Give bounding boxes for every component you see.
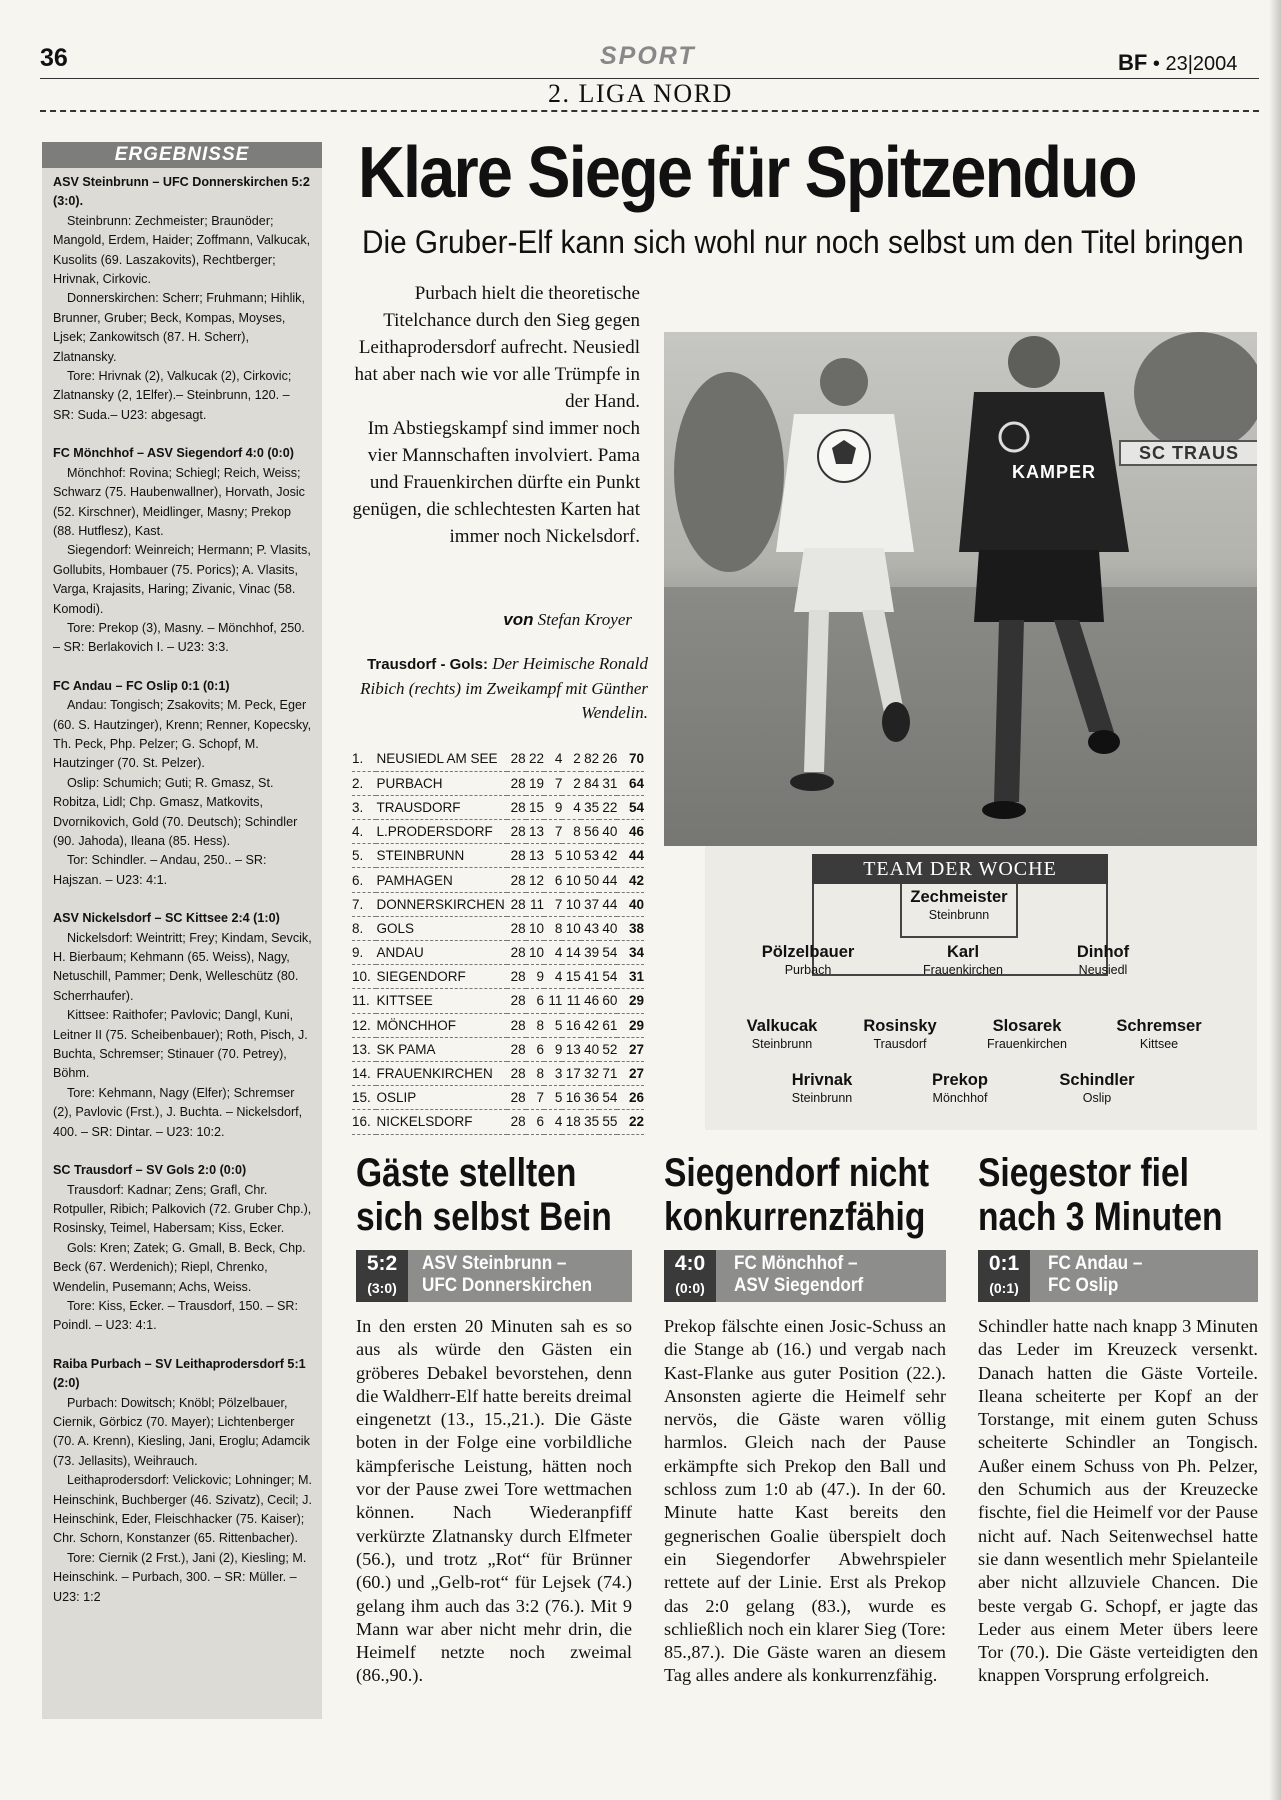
cell-team: GOLS bbox=[376, 916, 507, 940]
cell-losses: 13 bbox=[562, 1037, 580, 1061]
cell-losses: 11 bbox=[562, 989, 580, 1013]
table-row bbox=[352, 941, 644, 965]
match-report bbox=[53, 909, 314, 1142]
cell-goals-against: 31 bbox=[599, 771, 617, 795]
cell-draws: 6 bbox=[544, 868, 562, 892]
byline bbox=[340, 610, 632, 630]
cell-rank: 10. bbox=[352, 965, 376, 989]
player-card bbox=[1022, 1071, 1172, 1107]
cell-draws: 7 bbox=[544, 892, 562, 916]
cell-goals-against: 54 bbox=[599, 965, 617, 989]
cell-team: MÖNCHHOF bbox=[376, 1013, 507, 1037]
player-name: Schindler bbox=[1059, 1071, 1135, 1089]
cell-losses: 10 bbox=[562, 916, 580, 940]
cell-rank: 2. bbox=[352, 771, 376, 795]
cell-goals-against: 60 bbox=[599, 989, 617, 1013]
player-club: Frauenkirchen bbox=[923, 963, 1003, 977]
cell-games: 28 bbox=[507, 1110, 525, 1134]
player-card bbox=[885, 1071, 1035, 1107]
cell-team: PURBACH bbox=[376, 771, 507, 795]
cell-team: ANDAU bbox=[376, 941, 507, 965]
section-text: Prekop fälschte einen Josic-Schuss an die Stange ab (16.) und vergab nach Kast-Flanke aus guter Position (22.). Ansonsten agierte die Heimelf sehr nervös, die Gäste waren völlig harmlos. Gleich nach der Pause erkämpfte sich Prekop den Ball und schloss zum 1:0 ab (47.). In der 60. Minute hatte Kast bereits den gegnerischen Goalie überspielt doch ein Siegendorfer Abwehrspieler rettete auf der Linie. Erst als Prekop das 2:0 gelang (83.), wurde es schließlich noch ein klarer Sieg (Tore: 85.,87.). Die Gäste waren an diesem Tag alles andere als konkurrenzfähig. bbox=[664, 1316, 946, 1686]
lineup-home: Mönchhof: Rovina; Schiegl; Reich, Weiss; Schwarz (75. Haubenwallner), Horvath, Josic (52. Kirschner), Meidlinger, Masny; Prekop (88. Hutflesz), Kast. bbox=[53, 465, 305, 538]
cell-goals-for: 42 bbox=[581, 1013, 599, 1037]
cell-losses: 2 bbox=[562, 747, 580, 771]
cell-rank: 1. bbox=[352, 747, 376, 771]
cell-rank: 5. bbox=[352, 844, 376, 868]
article-intro bbox=[340, 280, 640, 550]
cell-wins: 19 bbox=[526, 771, 544, 795]
cell-points: 54 bbox=[617, 795, 644, 819]
player-club: Mönchhof bbox=[932, 1091, 988, 1105]
cell-losses: 4 bbox=[562, 795, 580, 819]
match-heading: Raiba Purbach – SV Leithaprodersdorf 5:1 (2:0) bbox=[53, 1356, 306, 1391]
player-club: Steinbrunn bbox=[928, 908, 990, 922]
cell-wins: 10 bbox=[526, 941, 544, 965]
dashed-divider bbox=[40, 110, 1259, 112]
cell-team: DONNERSKIRCHEN bbox=[376, 892, 507, 916]
cell-wins: 13 bbox=[526, 844, 544, 868]
table-row bbox=[352, 965, 644, 989]
cell-games: 28 bbox=[507, 1086, 525, 1110]
home-team: FC Mönchhof – bbox=[734, 1253, 858, 1274]
cell-games: 28 bbox=[507, 1013, 525, 1037]
cell-goals-against: 44 bbox=[599, 892, 617, 916]
match-report bbox=[53, 1355, 314, 1607]
stadium-sign: SC TRAUS bbox=[1119, 440, 1257, 466]
final-score: 5:2 bbox=[366, 1252, 398, 1275]
cell-goals-for: 46 bbox=[581, 989, 599, 1013]
cell-goals-for: 35 bbox=[581, 795, 599, 819]
score-box bbox=[978, 1250, 1030, 1302]
cell-points: 22 bbox=[617, 1110, 644, 1134]
match-facts: Tore: Prekop (3), Masny. – Mönchhof, 250. – SR: Berlakovich I. – U23: 3:3. bbox=[53, 620, 305, 655]
cell-losses: 16 bbox=[562, 1086, 580, 1110]
league-title: 2. LIGA NORD bbox=[548, 79, 733, 108]
jersey-sponsor: KAMPER bbox=[1012, 462, 1097, 482]
result-bar bbox=[664, 1250, 946, 1302]
table-row bbox=[352, 1110, 644, 1134]
home-team: FC Andau – bbox=[1048, 1253, 1143, 1274]
fixture-teams bbox=[422, 1253, 592, 1297]
cell-goals-for: 39 bbox=[581, 941, 599, 965]
page-spine-shadow bbox=[1269, 0, 1281, 1800]
cell-points: 31 bbox=[617, 965, 644, 989]
cell-points: 40 bbox=[617, 892, 644, 916]
cell-losses: 16 bbox=[562, 1013, 580, 1037]
cell-games: 28 bbox=[507, 1037, 525, 1061]
results-list bbox=[42, 168, 322, 1607]
player-club: Steinbrunn bbox=[751, 1037, 813, 1051]
cell-games: 28 bbox=[507, 989, 525, 1013]
caption-text: Der Heimische Ronald Ribich (rechts) im Zweikampf mit Günther Wendelin. bbox=[360, 654, 648, 722]
lineup-home: Purbach: Dowitsch; Knöbl; Pölzelbauer, Ciernik, Görbicz (70. Mayer); Lichtenberger (70. A. Krenn), Kiesling, Jani, Eroglu; Adamcik (73. Jellasits), Weihrauch. bbox=[53, 1395, 310, 1468]
player-club: Frauenkirchen bbox=[987, 1037, 1067, 1051]
cell-goals-for: 84 bbox=[581, 771, 599, 795]
final-score: 0:1 bbox=[988, 1252, 1020, 1275]
lineup-away: Oslip: Schumich; Guti; R. Gmasz, St. Robitza, Lidl; Chp. Gmasz, Matkovits, Dvornikovich, Gold (70. Deutsch); Schindler (90. Jahoda), Ileana (85. Hess). bbox=[53, 775, 298, 848]
cell-goals-for: 35 bbox=[581, 1110, 599, 1134]
cell-rank: 9. bbox=[352, 941, 376, 965]
match-heading: FC Andau – FC Oslip 0:1 (0:1) bbox=[53, 678, 230, 693]
player-club: Oslip bbox=[1082, 1091, 1112, 1105]
section-headline bbox=[664, 1151, 929, 1239]
away-team: FC Oslip bbox=[1048, 1275, 1119, 1296]
cell-draws: 5 bbox=[544, 844, 562, 868]
headline-line: Siegendorf nicht bbox=[664, 1151, 930, 1195]
cell-goals-for: 82 bbox=[581, 747, 599, 771]
match-report bbox=[53, 1161, 314, 1336]
cell-goals-against: 54 bbox=[599, 941, 617, 965]
cell-losses: 17 bbox=[562, 1061, 580, 1085]
cell-rank: 4. bbox=[352, 820, 376, 844]
table-row bbox=[352, 820, 644, 844]
player-name: Pölzelbauer bbox=[761, 943, 855, 961]
cell-games: 28 bbox=[507, 941, 525, 965]
cell-team: KITTSEE bbox=[376, 989, 507, 1013]
player-card bbox=[733, 943, 883, 979]
cell-goals-against: 55 bbox=[599, 1110, 617, 1134]
issue-info bbox=[1118, 50, 1237, 76]
match-heading: ASV Steinbrunn – UFC Donnerskirchen 5:2 (3:0). bbox=[53, 175, 310, 209]
cell-wins: 6 bbox=[526, 989, 544, 1013]
match-report bbox=[53, 677, 314, 890]
player-name: Valkucak bbox=[746, 1017, 818, 1035]
results-title: ERGEBNISSE bbox=[42, 142, 322, 168]
lineup-away: Siegendorf: Weinreich; Hermann; P. Vlasits, Gollubits, Hombauer (75. Porics); A. Vlasits, Varga, Krajasits, Haring; Zivanic, Vinac (58. Komodi). bbox=[53, 543, 311, 616]
main-headline: Klare Siege für Spitzenduo bbox=[358, 133, 1136, 213]
halftime-score: (3:0) bbox=[367, 1280, 397, 1296]
player-name: Dinhof bbox=[1076, 943, 1130, 961]
byline-author: Stefan Kroyer bbox=[537, 610, 632, 629]
cell-rank: 13. bbox=[352, 1037, 376, 1061]
match-heading: ASV Nickelsdorf – SC Kittsee 2:4 (1:0) bbox=[53, 911, 280, 926]
cell-goals-for: 43 bbox=[581, 916, 599, 940]
player-card bbox=[1028, 943, 1178, 979]
cell-losses: 10 bbox=[562, 892, 580, 916]
table-row bbox=[352, 1013, 644, 1037]
cell-goals-against: 61 bbox=[599, 1013, 617, 1037]
cell-draws: 9 bbox=[544, 1037, 562, 1061]
cell-losses: 2 bbox=[562, 771, 580, 795]
lineup-away: Kittsee: Raithofer; Pavlovic; Dangl, Kuni, Leitner II (75. Scheibenbauer); Roth, Pisch, J. Buchta, Schremser; Stinauer (70. Petrey), Böhm. bbox=[53, 1008, 308, 1081]
cell-rank: 6. bbox=[352, 868, 376, 892]
cell-games: 28 bbox=[507, 820, 525, 844]
cell-goals-against: 54 bbox=[599, 1086, 617, 1110]
caption-match: Trausdorf - Gols: bbox=[367, 656, 488, 673]
cell-goals-against: 40 bbox=[599, 820, 617, 844]
cell-wins: 22 bbox=[526, 747, 544, 771]
player-club: Neusiedl bbox=[1078, 963, 1128, 977]
table-row bbox=[352, 795, 644, 819]
halftime-score: (0:0) bbox=[675, 1280, 705, 1296]
lineup-away: Donnerskirchen: Scherr; Fruhmann; Hihlik, Brunner, Gruber; Beck, Kompas, Moyses, Ljsek; Zankowitsch (87. H. Scherr), Zlatnansky. bbox=[53, 291, 305, 364]
player-name: Slosarek bbox=[992, 1017, 1062, 1035]
cell-team: NEUSIEDL AM SEE bbox=[376, 747, 507, 771]
player-name: Karl bbox=[946, 943, 980, 961]
table-row bbox=[352, 868, 644, 892]
cell-team: STEINBRUNN bbox=[376, 844, 507, 868]
cell-games: 28 bbox=[507, 771, 525, 795]
cell-team: FRAUENKIRCHEN bbox=[376, 1061, 507, 1085]
cell-points: 64 bbox=[617, 771, 644, 795]
cell-goals-against: 22 bbox=[599, 795, 617, 819]
byline-von: von bbox=[503, 610, 534, 629]
match-facts: Tore: Kehmann, Nagy (Elfer); Schremser (2), Pavlovic (Frst.), J. Buchta. – Nickelsdorf, 400. – SR: Dintar. – U23: 10:2. bbox=[53, 1085, 303, 1139]
cell-goals-for: 56 bbox=[581, 820, 599, 844]
cell-rank: 3. bbox=[352, 795, 376, 819]
cell-points: 42 bbox=[617, 868, 644, 892]
match-heading: SC Trausdorf – SV Gols 2:0 (0:0) bbox=[53, 1163, 247, 1178]
table-row bbox=[352, 989, 644, 1013]
player-card bbox=[952, 1017, 1102, 1053]
player-name: Rosinsky bbox=[863, 1017, 937, 1035]
away-team: ASV Siegendorf bbox=[734, 1275, 864, 1296]
headline-line: Siegestor fiel bbox=[978, 1151, 1190, 1195]
player-club: Purbach bbox=[784, 963, 832, 977]
player-club: Kittsee bbox=[1139, 1037, 1179, 1051]
publication-name: BF bbox=[1118, 50, 1148, 75]
table-row bbox=[352, 1061, 644, 1085]
cell-draws: 4 bbox=[544, 965, 562, 989]
lineup-home: Nickelsdorf: Weintritt; Frey; Kindam, Sevcik, H. Bierbaum; Kehmann (65. Weiss), Nagy, Netuschill, Pammer; Denk, Welleschütz (80. Scherrhaufer). bbox=[53, 930, 312, 1003]
player-name: Hrivnak bbox=[791, 1071, 853, 1089]
cell-games: 28 bbox=[507, 916, 525, 940]
cell-points: 46 bbox=[617, 820, 644, 844]
player-card bbox=[888, 943, 1038, 979]
final-score: 4:0 bbox=[674, 1252, 706, 1275]
cell-goals-for: 32 bbox=[581, 1061, 599, 1085]
cell-games: 28 bbox=[507, 844, 525, 868]
cell-games: 28 bbox=[507, 1061, 525, 1085]
cell-games: 28 bbox=[507, 868, 525, 892]
cell-losses: 18 bbox=[562, 1110, 580, 1134]
score-box bbox=[664, 1250, 716, 1302]
cell-goals-against: 26 bbox=[599, 747, 617, 771]
table-row bbox=[352, 771, 644, 795]
intro-paragraph: Im Abstiegskampf sind immer noch vier Mannschaften involviert. Pama und Frauenkirchen dürfte ein Punkt genügen, die schlechtesten Karten hat immer noch Nickelsdorf. bbox=[352, 418, 640, 547]
cell-wins: 8 bbox=[526, 1061, 544, 1085]
headline-line: Gäste stellten bbox=[356, 1151, 577, 1195]
table-row bbox=[352, 844, 644, 868]
cell-goals-for: 37 bbox=[581, 892, 599, 916]
cell-draws: 4 bbox=[544, 747, 562, 771]
cell-points: 29 bbox=[617, 1013, 644, 1037]
cell-wins: 15 bbox=[526, 795, 544, 819]
cell-points: 29 bbox=[617, 989, 644, 1013]
player-card bbox=[884, 888, 1034, 924]
cell-goals-for: 50 bbox=[581, 868, 599, 892]
cell-goals-against: 52 bbox=[599, 1037, 617, 1061]
match-report bbox=[53, 444, 314, 657]
cell-goals-against: 40 bbox=[599, 916, 617, 940]
home-team: ASV Steinbrunn – bbox=[422, 1253, 567, 1274]
lineup-away: Gols: Kren; Zatek; G. Gmall, B. Beck, Chp. Beck (67. Werdenich); Riepl, Chrenko, Wendelin, Pusemann; Achs, Weiss. bbox=[53, 1240, 306, 1294]
cell-wins: 9 bbox=[526, 965, 544, 989]
cell-points: 27 bbox=[617, 1061, 644, 1085]
section-headline bbox=[356, 1151, 612, 1239]
cell-points: 27 bbox=[617, 1037, 644, 1061]
player-club: Trausdorf bbox=[873, 1037, 927, 1051]
cell-goals-against: 71 bbox=[599, 1061, 617, 1085]
cell-points: 26 bbox=[617, 1086, 644, 1110]
cell-rank: 7. bbox=[352, 892, 376, 916]
cell-wins: 11 bbox=[526, 892, 544, 916]
table-row bbox=[352, 1037, 644, 1061]
cell-points: 38 bbox=[617, 916, 644, 940]
match-photo bbox=[664, 332, 1257, 846]
cell-draws: 5 bbox=[544, 1013, 562, 1037]
table-row bbox=[352, 916, 644, 940]
sub-headline: Die Gruber-Elf kann sich wohl nur noch selbst um den Titel bringen bbox=[362, 224, 1244, 260]
cell-goals-against: 44 bbox=[599, 868, 617, 892]
match-facts: Tore: Kiss, Ecker. – Trausdorf, 150. – SR: Poindl. – U23: 4:1. bbox=[53, 1298, 298, 1333]
result-bar bbox=[978, 1250, 1258, 1302]
cell-rank: 11. bbox=[352, 989, 376, 1013]
player-club: Steinbrunn bbox=[791, 1091, 853, 1105]
cell-losses: 15 bbox=[562, 965, 580, 989]
cell-games: 28 bbox=[507, 747, 525, 771]
cell-team: SK PAMA bbox=[376, 1037, 507, 1061]
away-team: UFC Donnerskirchen bbox=[422, 1275, 593, 1296]
tree-shape bbox=[1134, 332, 1257, 452]
cell-wins: 12 bbox=[526, 868, 544, 892]
cell-draws: 7 bbox=[544, 771, 562, 795]
match-facts: Tore: Ciernik (2 Frst.), Jani (2), Kiesling; M. Heinschink. – Purbach, 300. – SR: Müller. – U23: 1:2 bbox=[53, 1550, 307, 1604]
table-row bbox=[352, 892, 644, 916]
cell-losses: 10 bbox=[562, 844, 580, 868]
cell-team: OSLIP bbox=[376, 1086, 507, 1110]
headline-line: nach 3 Minuten bbox=[978, 1195, 1223, 1239]
result-bar bbox=[356, 1250, 632, 1302]
team-of-the-week-title: TEAM DER WOCHE bbox=[812, 854, 1108, 884]
page-number: 36 bbox=[40, 44, 68, 72]
cell-goals-for: 40 bbox=[581, 1037, 599, 1061]
cell-games: 28 bbox=[507, 795, 525, 819]
cell-wins: 6 bbox=[526, 1037, 544, 1061]
cell-goals-for: 36 bbox=[581, 1086, 599, 1110]
issue-number: • 23|2004 bbox=[1152, 53, 1238, 75]
section-text: Schindler hatte nach knapp 3 Minuten das Leder im Kreuzeck versenkt. Danach hatten die Gäste Vorteile. Ileana scheiterte per Kopf an der Torstange, mit einem guten Schuss scheiterte Schindler an Tongisch. Außer einem Schuss von Ph. Pelzer, den Schumich aus der Kreuzecke fischte, fiel die Heimelf vor der Pause nicht auf. Nach Seitenwechsel hatte sie dann wesentlich mehr Spielanteile aber nicht allzuviele Chancen. Die beste vergab G. Schopf, er jagte das Leder aus einem Meter übers leere Tor (70.). Die Gäste verteidigten den knappen Vorsprung erfolgreich. bbox=[978, 1316, 1258, 1686]
cell-draws: 3 bbox=[544, 1061, 562, 1085]
cell-games: 28 bbox=[507, 965, 525, 989]
cell-team: PAMHAGEN bbox=[376, 868, 507, 892]
cell-points: 34 bbox=[617, 941, 644, 965]
cell-games: 28 bbox=[507, 892, 525, 916]
section-text: In den ersten 20 Minuten sah es so aus als würde den Gästen ein gröberes Debakel bevorstehen, denn die Waldherr-Elf hatte bereits dreimal eingenetzt (13., 15.,21.). Die Gäste boten in der Folge eine vorbildliche kämpferische Leistung, hätten noch vor der Pause zwei Tore wettmachen können. Nach Wiederanpfiff verkürzte Zlatnansky durch Elfmeter (56.), und trotz „Rot“ für Brünner (60.) und „Gelb-rot“ für Lejsek (74.) gelang ihm auch das 3:2 (76.). Mit 9 Mann war aber nicht mehr drin, die Heimelf netzte noch zweimal (86.,90.). bbox=[356, 1316, 632, 1686]
player-card bbox=[1084, 1017, 1234, 1053]
cell-losses: 8 bbox=[562, 820, 580, 844]
player-name: Schremser bbox=[1116, 1017, 1202, 1035]
match-facts: Tor: Schindler. – Andau, 250.. – SR: Hajszan. – U23: 4:1. bbox=[53, 853, 267, 887]
cell-points: 44 bbox=[617, 844, 644, 868]
cell-goals-against: 42 bbox=[599, 844, 617, 868]
cell-team: TRAUSDORF bbox=[376, 795, 507, 819]
player-white-kit bbox=[764, 352, 924, 822]
cell-goals-for: 41 bbox=[581, 965, 599, 989]
lineup-home: Andau: Tongisch; Zsakovits; M. Peck, Eger (60. S. Hautzinger), Krenn; Renner, Kopecsky, Th. Peck, Php. Pelzer; G. Schopf, M. Hautzinger (70. St. Pelzer). bbox=[53, 698, 312, 771]
cell-losses: 14 bbox=[562, 941, 580, 965]
cell-wins: 13 bbox=[526, 820, 544, 844]
cell-rank: 12. bbox=[352, 1013, 376, 1037]
fixture-teams bbox=[734, 1253, 863, 1297]
cell-draws: 4 bbox=[544, 941, 562, 965]
score-box bbox=[356, 1250, 408, 1302]
table-row bbox=[352, 747, 644, 771]
cell-wins: 7 bbox=[526, 1086, 544, 1110]
cell-rank: 8. bbox=[352, 916, 376, 940]
photo-caption bbox=[360, 652, 648, 725]
headline-line: sich selbst Bein bbox=[356, 1195, 612, 1239]
league-table bbox=[352, 747, 644, 1135]
cell-draws: 11 bbox=[544, 989, 562, 1013]
cell-team: L.PRODERSDORF bbox=[376, 820, 507, 844]
fixture-teams bbox=[1048, 1253, 1142, 1297]
match-heading: FC Mönchhof – ASV Siegendorf 4:0 (0:0) bbox=[53, 446, 294, 461]
headline-line: konkurrenzfähig bbox=[664, 1195, 926, 1239]
player-card bbox=[747, 1071, 897, 1107]
cell-wins: 6 bbox=[526, 1110, 544, 1134]
results-sidebar bbox=[42, 142, 322, 1719]
cell-wins: 8 bbox=[526, 1013, 544, 1037]
cell-wins: 10 bbox=[526, 916, 544, 940]
cell-points: 70 bbox=[617, 747, 644, 771]
cell-rank: 14. bbox=[352, 1061, 376, 1085]
cell-draws: 7 bbox=[544, 820, 562, 844]
cell-goals-for: 53 bbox=[581, 844, 599, 868]
intro-paragraph: Purbach hielt die theoretische Titelchance durch den Sieg gegen Leithaprodersdorf aufrecht. Neusiedl hat aber nach wie vor alle Trümpfe in der Hand. bbox=[354, 283, 640, 412]
player-dark-kit bbox=[939, 332, 1139, 822]
cell-team: SIEGENDORF bbox=[376, 965, 507, 989]
section-headline bbox=[978, 1151, 1223, 1239]
lineup-home: Trausdorf: Kadnar; Zens; Grafl, Chr. Rotpuller, Ribich; Palkovich (72. Gruber Chp.), Rosinsky, Teimel, Habersam; Kiss, Ecker. bbox=[53, 1182, 312, 1236]
cell-rank: 15. bbox=[352, 1086, 376, 1110]
player-name: Prekop bbox=[932, 1071, 988, 1089]
player-name: Zechmeister bbox=[910, 888, 1008, 906]
cell-draws: 5 bbox=[544, 1086, 562, 1110]
cell-team: NICKELSDORF bbox=[376, 1110, 507, 1134]
section-label: SPORT bbox=[600, 42, 696, 70]
table-row bbox=[352, 1086, 644, 1110]
cell-losses: 10 bbox=[562, 868, 580, 892]
halftime-score: (0:1) bbox=[989, 1280, 1019, 1296]
lineup-home: Steinbrunn: Zechmeister; Braunöder; Mangold, Erdem, Haider; Zoffmann, Valkucak, Kusolits (69. Laszakovits), Rechtberger; Hrivnak, Cirkovic. bbox=[53, 213, 311, 287]
lineup-away: Leithaprodersdorf: Velickovic; Lohninger; M. Heinschink, Buchberger (46. Szivatz), Cecil; J. Heinschink, Eder, Fleischhacker (75. Kaiser); Chr. Schorn, Konstanzer (65. Rittenbacher). bbox=[53, 1473, 313, 1546]
cell-draws: 8 bbox=[544, 916, 562, 940]
cell-draws: 9 bbox=[544, 795, 562, 819]
match-report bbox=[53, 173, 314, 425]
cell-rank: 16. bbox=[352, 1110, 376, 1134]
cell-draws: 4 bbox=[544, 1110, 562, 1134]
match-facts: Tore: Hrivnak (2), Valkucak (2), Cirkovic; Zlatnansky (2, 1Elfer).– Steinbrunn, 120. – SR: Suda.– U23: abgesagt. bbox=[53, 369, 292, 422]
